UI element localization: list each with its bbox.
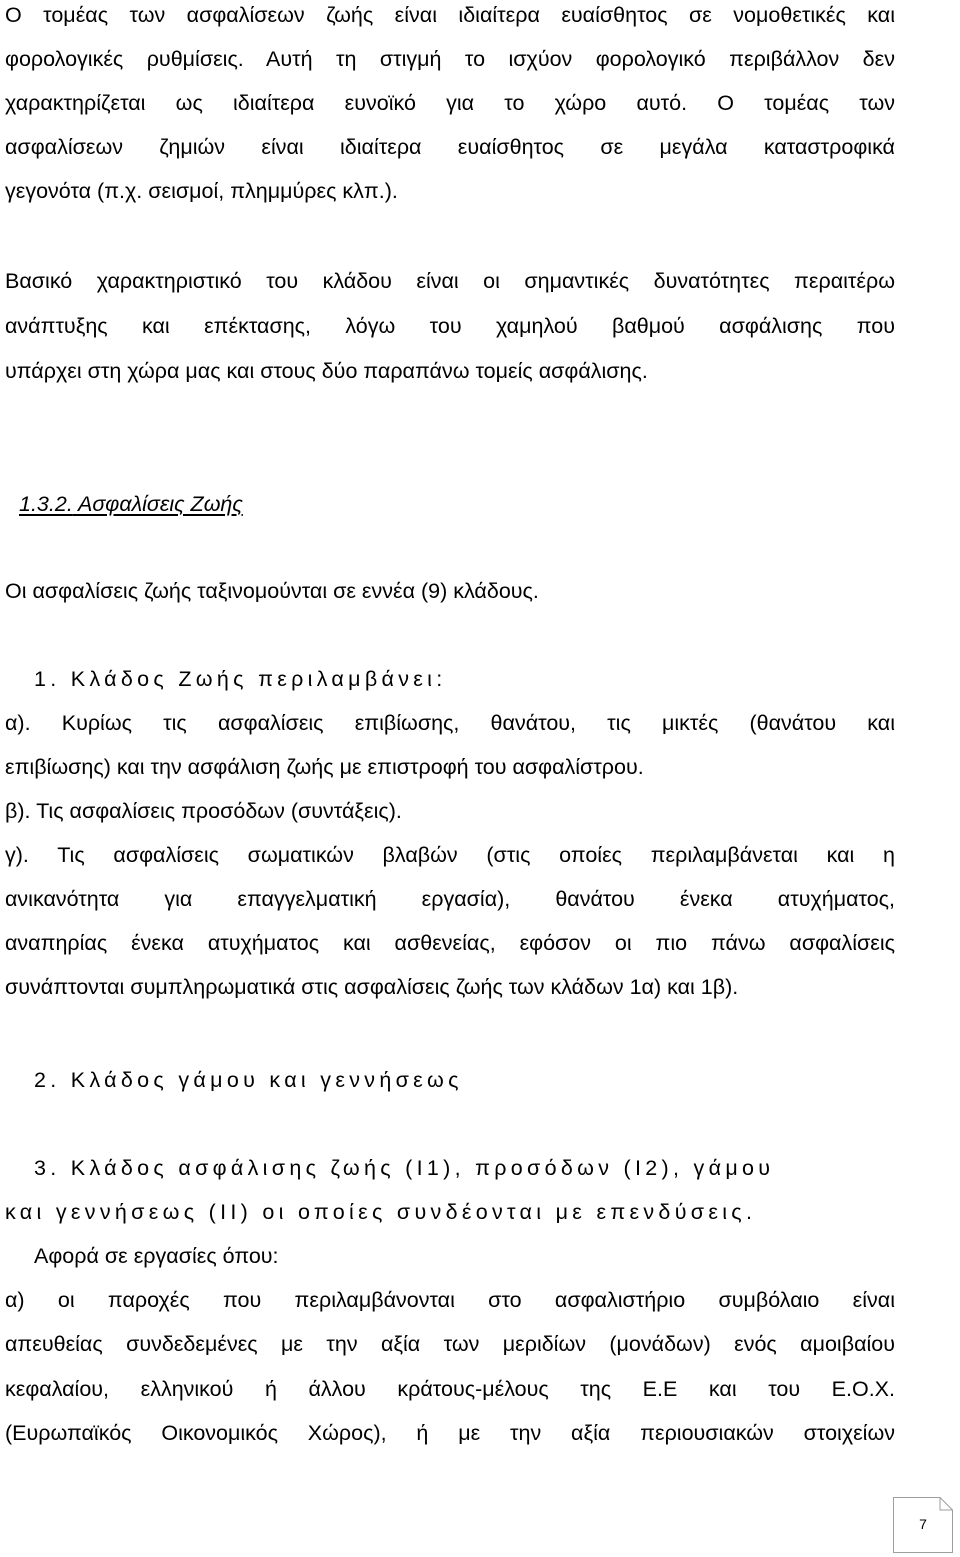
text-line: Βασικό χαρακτηριστικό του κλάδου είναι οι σημαντικές δυνατότητες περαιτέρω	[5, 269, 895, 293]
branch3-heading: και γεννήσεως (ΙΙ) οι οποίες συνδέονται με επενδύσεις.	[5, 1200, 757, 1224]
text-line: χαρακτηρίζεται ως ιδιαίτερα ευνοϊκό για το χώρο αυτό. Ο τομέας των	[5, 91, 895, 115]
text-line: ασφαλίσεων ζημιών είναι ιδιαίτερα ευαίσθητος σε μεγάλα καταστροφικά	[5, 135, 895, 159]
text-line: γ). Τις ασφαλίσεις σωματικών βλαβών (στις οποίες περιλαμβάνεται και η	[5, 843, 895, 867]
text-line: (Ευρωπαϊκός Οικονομικός Χώρος), ή με την αξία περιουσιακών στοιχείων	[5, 1421, 895, 1445]
text-line: αναπηρίας ένεκα ατυχήματος και ασθενείας, εφόσον οι πιο πάνω ασφαλίσεις	[5, 931, 895, 955]
text-line: ανάπτυξης και επέκτασης, λόγω του χαμηλού βαθμού ασφάλισης που	[5, 314, 895, 338]
text-line: συνάπτονται συμπληρωματικά στις ασφαλίσεις ζωής των κλάδων 1α) και 1β).	[5, 975, 739, 999]
text-line: απευθείας συνδεδεμένες με την αξία των μεριδίων (μονάδων) ενός αμοιβαίου	[5, 1332, 895, 1356]
branch1-heading: 1. Κλάδος Ζωής περιλαμβάνει:	[34, 667, 447, 691]
text-line: κεφαλαίου, ελληνικού ή άλλου κράτους-μέλους της Ε.Ε και του Ε.Ο.Χ.	[5, 1377, 895, 1401]
text-line: γεγονότα (π.χ. σεισμοί, πλημμύρες κλπ.).	[5, 179, 398, 203]
text-line: Ο τομέας των ασφαλίσεων ζωής είναι ιδιαίτερα ευαίσθητος σε νομοθετικές και	[5, 3, 895, 27]
text-line: υπάρχει στη χώρα μας και στους δύο παραπάνω τομείς ασφάλισης.	[5, 359, 648, 383]
text-line: ανικανότητα για επαγγελματική εργασία), θανάτου ένεκα ατυχήματος,	[5, 887, 895, 911]
text-line: α). Κυρίως τις ασφαλίσεις επιβίωσης, θανάτου, τις μικτές (θανάτου και	[5, 711, 895, 735]
text-line: επιβίωσης) και την ασφάλιση ζωής με επιστροφή του ασφαλίστρου.	[5, 755, 644, 779]
section-title: Ασφαλίσεις Ζωής	[77, 492, 243, 516]
section-heading	[19, 491, 243, 517]
page-number: 7	[919, 1516, 927, 1532]
text-line: β). Τις ασφαλίσεις προσόδων (συντάξεις).	[5, 799, 402, 823]
branch3-intro: Αφορά σε εργασίες όπου:	[34, 1244, 279, 1268]
section-number: 1.3.2.	[19, 492, 73, 516]
page-number-box	[893, 1497, 953, 1553]
branch3-heading: 3. Κλάδος ασφάλισης ζωής (Ι1), προσόδων (Ι2), γάμου	[34, 1156, 775, 1180]
text-line: φορολογικές ρυθμίσεις. Αυτή τη στιγμή το ισχύον φορολογικό περιβάλλον δεν	[5, 47, 895, 71]
text-line: α) οι παροχές που περιλαμβάνονται στο ασφαλιστήριο συμβόλαιο είναι	[5, 1288, 895, 1312]
section-intro: Οι ασφαλίσεις ζωής ταξινομούνται σε εννέα (9) κλάδους.	[5, 579, 539, 603]
branch2-heading: 2. Κλάδος γάμου και γεννήσεως	[34, 1068, 463, 1092]
